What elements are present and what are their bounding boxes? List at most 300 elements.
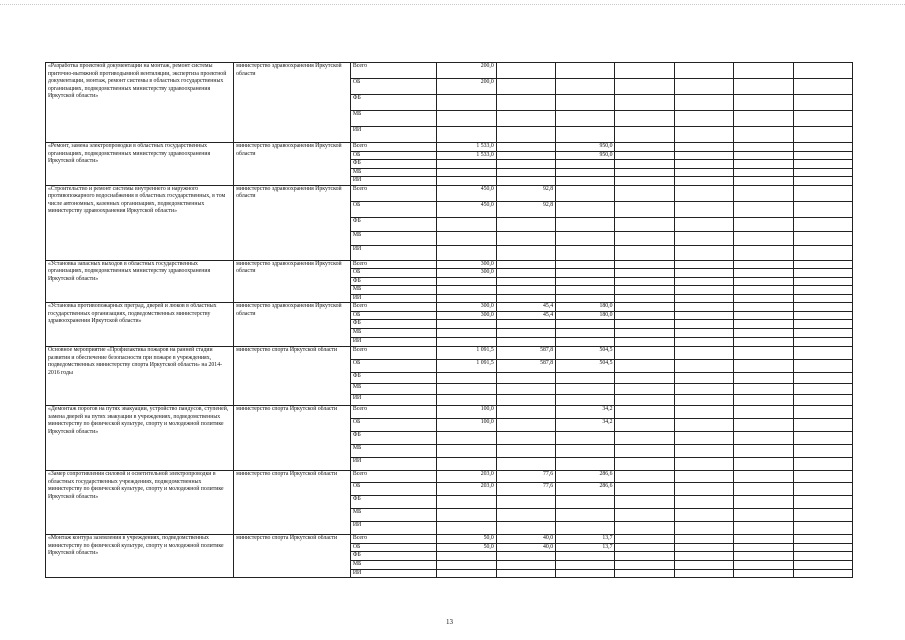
year-value-cell-1: 50,0	[437, 543, 496, 552]
activity-name-cell: «Замер сопротивления силовой и осветительной электропроводки в областных государственных учреждениях, подведомственных министерству по физической культуре, спорту и молодежной политике Иркутской области»	[46, 471, 234, 535]
year-value-cell-3: 13,7	[556, 543, 615, 552]
funding-source-cell: ИИ	[350, 522, 437, 535]
year-value-cell-1: 1 091,5	[437, 360, 496, 373]
funding-source-cell: ФБ	[350, 160, 437, 169]
empty-cell	[734, 552, 793, 561]
year-value-cell-3	[556, 338, 615, 347]
year-value-cell-3	[556, 168, 615, 177]
year-value-cell-2	[496, 395, 555, 406]
ministry-cell: министерство спорта Иркутской области	[234, 347, 351, 406]
empty-cell	[734, 347, 793, 360]
empty-cell	[674, 395, 733, 406]
year-value-cell-3: 504,5	[556, 360, 615, 373]
year-value-cell-3: 180,0	[556, 311, 615, 320]
year-value-cell-1: 1 091,5	[437, 347, 496, 360]
empty-cell	[734, 185, 793, 201]
year-value-cell-2: 92,8	[496, 201, 555, 217]
empty-cell	[793, 406, 852, 419]
year-value-cell-2: 40,0	[496, 543, 555, 552]
empty-cell	[674, 177, 733, 186]
funding-source-cell: ОБ	[350, 311, 437, 320]
year-value-cell-2	[496, 111, 555, 127]
empty-cell	[734, 496, 793, 509]
empty-cell	[734, 111, 793, 127]
year-value-cell-1	[437, 329, 496, 338]
year-value-cell-2	[496, 217, 555, 231]
empty-cell	[734, 143, 793, 152]
year-value-cell-2	[496, 560, 555, 569]
year-value-cell-2: 77,6	[496, 471, 555, 483]
year-value-cell-2	[496, 63, 555, 79]
table-row	[46, 260, 853, 269]
empty-cell	[674, 127, 733, 143]
empty-cell	[674, 245, 733, 260]
empty-cell	[674, 347, 733, 360]
empty-cell	[615, 419, 674, 432]
ministry-cell: министерство здравоохранения Иркутской области	[234, 63, 351, 143]
year-value-cell-2	[496, 496, 555, 509]
empty-cell	[793, 177, 852, 186]
funding-source-cell: ОБ	[350, 269, 437, 278]
funding-source-cell: ИИ	[350, 127, 437, 143]
year-value-cell-2	[496, 177, 555, 186]
empty-cell	[734, 560, 793, 569]
empty-cell	[674, 95, 733, 111]
year-value-cell-1	[437, 127, 496, 143]
empty-cell	[674, 483, 733, 496]
funding-table	[45, 62, 853, 578]
funding-source-cell: ОБ	[350, 543, 437, 552]
empty-cell	[793, 471, 852, 483]
empty-cell	[734, 445, 793, 458]
empty-cell	[734, 231, 793, 245]
year-value-cell-3	[556, 432, 615, 445]
year-value-cell-2	[496, 509, 555, 522]
funding-source-cell: ФБ	[350, 217, 437, 231]
year-value-cell-2	[496, 269, 555, 278]
year-value-cell-1	[437, 286, 496, 295]
activity-name-cell: «Строительство и ремонт системы внутреннего и наружного противопожарного водоснабжения в областных государственных, в том числе автономных, казенных организациях, подведомственных министерству здравоохранения Иркутской области»	[46, 185, 234, 260]
year-value-cell-2: 587,8	[496, 347, 555, 360]
empty-cell	[793, 245, 852, 260]
top-border-line	[0, 4, 905, 5]
empty-cell	[793, 127, 852, 143]
funding-source-cell: МБ	[350, 231, 437, 245]
funding-source-cell: МБ	[350, 286, 437, 295]
year-value-cell-1	[437, 496, 496, 509]
empty-cell	[793, 384, 852, 395]
empty-cell	[734, 260, 793, 269]
ministry-cell: министерство здравоохранения Иркутской области	[234, 185, 351, 260]
year-value-cell-2	[496, 286, 555, 295]
empty-cell	[793, 160, 852, 169]
empty-cell	[674, 143, 733, 152]
year-value-cell-2	[496, 231, 555, 245]
year-value-cell-3: 286,6	[556, 483, 615, 496]
empty-cell	[615, 471, 674, 483]
funding-source-cell: ОБ	[350, 151, 437, 160]
year-value-cell-1	[437, 395, 496, 406]
funding-source-cell: Всего	[350, 143, 437, 152]
year-value-cell-2	[496, 151, 555, 160]
empty-cell	[674, 432, 733, 445]
year-value-cell-1	[437, 552, 496, 561]
empty-cell	[674, 338, 733, 347]
funding-source-cell: Всего	[350, 303, 437, 312]
year-value-cell-3: 950,0	[556, 143, 615, 152]
empty-cell	[793, 79, 852, 95]
year-value-cell-1	[437, 458, 496, 471]
year-value-cell-2	[496, 260, 555, 269]
empty-cell	[734, 543, 793, 552]
empty-cell	[674, 360, 733, 373]
empty-cell	[793, 260, 852, 269]
empty-cell	[615, 79, 674, 95]
funding-source-cell: ОБ	[350, 79, 437, 95]
year-value-cell-1	[437, 231, 496, 245]
year-value-cell-1	[437, 509, 496, 522]
empty-cell	[793, 286, 852, 295]
ministry-cell: министерство здравоохранения Иркутской области	[234, 260, 351, 303]
empty-cell	[793, 509, 852, 522]
empty-cell	[674, 320, 733, 329]
empty-cell	[793, 95, 852, 111]
empty-cell	[734, 338, 793, 347]
table-row	[46, 471, 853, 483]
empty-cell	[674, 471, 733, 483]
empty-cell	[734, 373, 793, 384]
year-value-cell-3	[556, 458, 615, 471]
empty-cell	[734, 483, 793, 496]
year-value-cell-2: 45,4	[496, 303, 555, 312]
empty-cell	[734, 79, 793, 95]
empty-cell	[615, 432, 674, 445]
empty-cell	[793, 143, 852, 152]
year-value-cell-2	[496, 552, 555, 561]
funding-source-cell: Всего	[350, 260, 437, 269]
empty-cell	[793, 445, 852, 458]
year-value-cell-1: 300,0	[437, 269, 496, 278]
funding-source-cell: ИИ	[350, 458, 437, 471]
empty-cell	[793, 395, 852, 406]
empty-cell	[615, 395, 674, 406]
empty-cell	[615, 217, 674, 231]
empty-cell	[734, 329, 793, 338]
page-number: 13	[446, 618, 453, 626]
empty-cell	[674, 543, 733, 552]
empty-cell	[615, 277, 674, 286]
empty-cell	[674, 260, 733, 269]
funding-source-cell: МБ	[350, 329, 437, 338]
empty-cell	[734, 151, 793, 160]
empty-cell	[615, 360, 674, 373]
empty-cell	[734, 168, 793, 177]
year-value-cell-3	[556, 111, 615, 127]
table-row	[46, 535, 853, 544]
empty-cell	[674, 160, 733, 169]
year-value-cell-2	[496, 338, 555, 347]
table-row	[46, 143, 853, 152]
empty-cell	[674, 151, 733, 160]
empty-cell	[674, 79, 733, 95]
year-value-cell-3	[556, 185, 615, 201]
empty-cell	[734, 509, 793, 522]
year-value-cell-2	[496, 419, 555, 432]
empty-cell	[615, 63, 674, 79]
empty-cell	[793, 338, 852, 347]
empty-cell	[674, 311, 733, 320]
empty-cell	[674, 445, 733, 458]
empty-cell	[674, 303, 733, 312]
year-value-cell-3	[556, 286, 615, 295]
empty-cell	[793, 277, 852, 286]
year-value-cell-2	[496, 406, 555, 419]
funding-source-cell: ИИ	[350, 569, 437, 578]
funding-source-cell: МБ	[350, 509, 437, 522]
year-value-cell-1	[437, 338, 496, 347]
year-value-cell-2	[496, 384, 555, 395]
empty-cell	[615, 569, 674, 578]
empty-cell	[734, 160, 793, 169]
funding-source-cell: ФБ	[350, 277, 437, 286]
year-value-cell-1: 203,0	[437, 471, 496, 483]
empty-cell	[615, 245, 674, 260]
funding-source-cell: ОБ	[350, 360, 437, 373]
year-value-cell-1: 450,0	[437, 201, 496, 217]
year-value-cell-3: 13,7	[556, 535, 615, 544]
empty-cell	[734, 395, 793, 406]
empty-cell	[674, 496, 733, 509]
empty-cell	[615, 347, 674, 360]
empty-cell	[615, 384, 674, 395]
empty-cell	[615, 269, 674, 278]
year-value-cell-1	[437, 445, 496, 458]
empty-cell	[615, 231, 674, 245]
empty-cell	[674, 185, 733, 201]
empty-cell	[615, 311, 674, 320]
empty-cell	[793, 458, 852, 471]
empty-cell	[615, 168, 674, 177]
funding-source-cell: ФБ	[350, 432, 437, 445]
year-value-cell-1	[437, 245, 496, 260]
funding-source-cell: ОБ	[350, 419, 437, 432]
empty-cell	[793, 347, 852, 360]
funding-source-cell: ИИ	[350, 395, 437, 406]
empty-cell	[615, 445, 674, 458]
empty-cell	[734, 245, 793, 260]
empty-cell	[793, 483, 852, 496]
year-value-cell-1	[437, 168, 496, 177]
empty-cell	[674, 63, 733, 79]
ministry-cell: министерство спорта Иркутской области	[234, 535, 351, 578]
empty-cell	[734, 177, 793, 186]
empty-cell	[734, 432, 793, 445]
empty-cell	[674, 269, 733, 278]
empty-cell	[674, 286, 733, 295]
funding-source-cell: ФБ	[350, 496, 437, 509]
year-value-cell-1: 200,0	[437, 63, 496, 79]
empty-cell	[615, 338, 674, 347]
empty-cell	[674, 201, 733, 217]
empty-cell	[674, 168, 733, 177]
year-value-cell-2	[496, 445, 555, 458]
year-value-cell-1: 50,0	[437, 535, 496, 544]
empty-cell	[615, 201, 674, 217]
year-value-cell-3	[556, 373, 615, 384]
year-value-cell-3	[556, 320, 615, 329]
empty-cell	[615, 535, 674, 544]
empty-cell	[793, 185, 852, 201]
activity-name-cell: Основное мероприятие «Профилактика пожаров на ранней стадии развития и обеспечение безопасности при пожаре в учреждениях, подведомственных министерству спорта Иркутской области» на 2014-2016 годы	[46, 347, 234, 406]
empty-cell	[734, 471, 793, 483]
year-value-cell-1	[437, 95, 496, 111]
year-value-cell-1	[437, 294, 496, 303]
year-value-cell-3	[556, 569, 615, 578]
empty-cell	[615, 560, 674, 569]
empty-cell	[734, 406, 793, 419]
empty-cell	[615, 522, 674, 535]
year-value-cell-2	[496, 329, 555, 338]
empty-cell	[615, 127, 674, 143]
empty-cell	[793, 63, 852, 79]
year-value-cell-1: 1 533,0	[437, 151, 496, 160]
funding-source-cell: ФБ	[350, 373, 437, 384]
year-value-cell-2	[496, 143, 555, 152]
empty-cell	[793, 522, 852, 535]
year-value-cell-2	[496, 95, 555, 111]
table-row	[46, 185, 853, 201]
ministry-cell: министерство спорта Иркутской области	[234, 406, 351, 471]
year-value-cell-3	[556, 329, 615, 338]
ministry-cell: министерство здравоохранения Иркутской области	[234, 303, 351, 347]
empty-cell	[615, 177, 674, 186]
funding-source-cell: ОБ	[350, 483, 437, 496]
funding-source-cell: Всего	[350, 185, 437, 201]
empty-cell	[793, 201, 852, 217]
empty-cell	[734, 569, 793, 578]
year-value-cell-3	[556, 294, 615, 303]
year-value-cell-3	[556, 445, 615, 458]
funding-source-cell: МБ	[350, 384, 437, 395]
year-value-cell-2	[496, 458, 555, 471]
year-value-cell-1	[437, 217, 496, 231]
empty-cell	[674, 535, 733, 544]
empty-cell	[674, 509, 733, 522]
year-value-cell-3	[556, 560, 615, 569]
table-row	[46, 347, 853, 360]
year-value-cell-3	[556, 231, 615, 245]
empty-cell	[734, 360, 793, 373]
year-value-cell-2: 77,6	[496, 483, 555, 496]
year-value-cell-3: 34,2	[556, 406, 615, 419]
empty-cell	[674, 419, 733, 432]
empty-cell	[615, 509, 674, 522]
funding-source-cell: Всего	[350, 406, 437, 419]
empty-cell	[734, 419, 793, 432]
year-value-cell-3: 504,5	[556, 347, 615, 360]
funding-source-cell: ИИ	[350, 177, 437, 186]
empty-cell	[674, 522, 733, 535]
year-value-cell-2	[496, 277, 555, 286]
funding-source-cell: Всего	[350, 63, 437, 79]
empty-cell	[674, 329, 733, 338]
empty-cell	[793, 231, 852, 245]
empty-cell	[734, 522, 793, 535]
year-value-cell-3: 950,0	[556, 151, 615, 160]
empty-cell	[674, 373, 733, 384]
empty-cell	[793, 311, 852, 320]
activity-name-cell: «Демонтаж порогов на путях эвакуации, устройство пандусов, ступеней, замена дверей на путях эвакуации в учреждениях, подведомственных министерству по физической культуре, спорту и молодежной политике Иркутской области»	[46, 406, 234, 471]
year-value-cell-2	[496, 127, 555, 143]
year-value-cell-2	[496, 522, 555, 535]
empty-cell	[615, 143, 674, 152]
year-value-cell-3	[556, 160, 615, 169]
empty-cell	[615, 483, 674, 496]
year-value-cell-2: 587,8	[496, 360, 555, 373]
year-value-cell-1: 200,0	[437, 79, 496, 95]
year-value-cell-1	[437, 277, 496, 286]
empty-cell	[674, 560, 733, 569]
year-value-cell-1	[437, 432, 496, 445]
year-value-cell-3	[556, 509, 615, 522]
funding-source-cell: ФБ	[350, 320, 437, 329]
funding-source-cell: ФБ	[350, 95, 437, 111]
year-value-cell-3	[556, 260, 615, 269]
year-value-cell-3	[556, 177, 615, 186]
year-value-cell-1	[437, 320, 496, 329]
year-value-cell-1	[437, 177, 496, 186]
ministry-cell: министерство спорта Иркутской области	[234, 471, 351, 535]
year-value-cell-2	[496, 79, 555, 95]
empty-cell	[674, 111, 733, 127]
empty-cell	[615, 151, 674, 160]
year-value-cell-3: 180,0	[556, 303, 615, 312]
empty-cell	[734, 286, 793, 295]
year-value-cell-3	[556, 552, 615, 561]
activity-name-cell: «Ремонт, замена электропроводки в областных государственных организациях, подведомственных министерству здравоохранения Иркутской области»	[46, 143, 234, 186]
ministry-cell: министерство здравоохранения Иркутской области	[234, 143, 351, 186]
empty-cell	[793, 111, 852, 127]
empty-cell	[674, 569, 733, 578]
empty-cell	[793, 543, 852, 552]
empty-cell	[615, 406, 674, 419]
empty-cell	[734, 269, 793, 278]
activity-name-cell: «Установка запасных выходов в областных государственных организациях, подведомственных министерству здравоохранения Иркутской области»	[46, 260, 234, 303]
table-row	[46, 303, 853, 312]
empty-cell	[615, 329, 674, 338]
year-value-cell-2	[496, 320, 555, 329]
empty-cell	[793, 569, 852, 578]
empty-cell	[793, 151, 852, 160]
year-value-cell-2: 45,4	[496, 311, 555, 320]
year-value-cell-3	[556, 201, 615, 217]
year-value-cell-3	[556, 245, 615, 260]
year-value-cell-2	[496, 294, 555, 303]
year-value-cell-1: 300,0	[437, 311, 496, 320]
funding-source-cell: Всего	[350, 471, 437, 483]
year-value-cell-1	[437, 569, 496, 578]
empty-cell	[734, 320, 793, 329]
activity-name-cell: «Установка противопожарных преград, дверей и люков в областных государственных организациях, подведомственных министерству здравоохранения Иркутской области»	[46, 303, 234, 347]
year-value-cell-1	[437, 522, 496, 535]
empty-cell	[674, 458, 733, 471]
empty-cell	[793, 535, 852, 544]
empty-cell	[734, 277, 793, 286]
table-row	[46, 63, 853, 79]
empty-cell	[615, 320, 674, 329]
funding-source-cell: МБ	[350, 168, 437, 177]
year-value-cell-1	[437, 160, 496, 169]
